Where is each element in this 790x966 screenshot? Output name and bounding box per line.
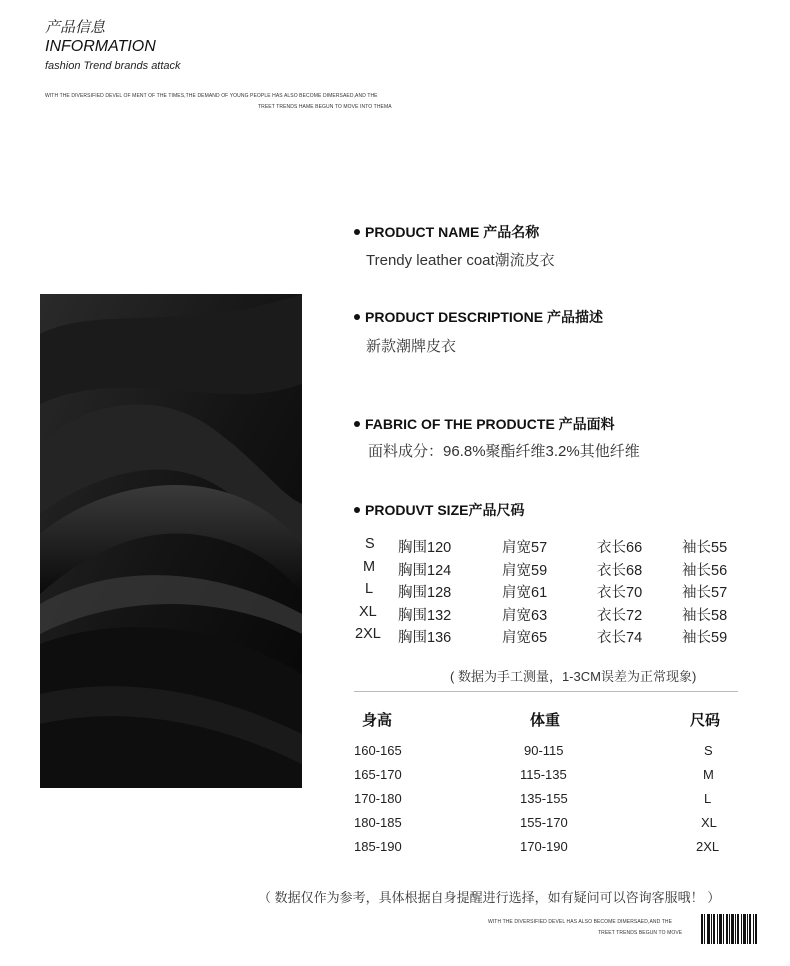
table-cell-size: 2XL	[696, 839, 720, 854]
header-title-en: INFORMATION	[45, 38, 156, 55]
sleeve-value: 袖长59	[682, 630, 728, 646]
shoulder-value: 肩宽63	[502, 607, 548, 624]
table-header-weight: 体重	[530, 712, 561, 729]
table-row	[354, 839, 738, 863]
section-title-description-label: PRODUCT DESCRIPTIONE 产品描述	[365, 309, 604, 325]
bullet-dot-icon	[354, 229, 360, 235]
size-row	[355, 604, 755, 627]
section-body-description: 新款潮牌皮衣	[366, 338, 457, 355]
section-body-fabric: 面料成分：96.8%聚酯纤维3.2%其他纤维	[368, 443, 640, 460]
header-title-cn: 产品信息	[45, 19, 106, 36]
section-title-fabric-label: FABRIC OF THE PRODUCTE 产品面料	[365, 416, 615, 432]
section-title-fabric	[354, 414, 615, 434]
measure-note: ( 数据为手工测量，1-3CM误差为正常现象)	[450, 669, 697, 684]
fabric-photo	[40, 294, 302, 788]
size-label: M	[363, 558, 376, 575]
sleeve-value: 袖长55	[682, 540, 728, 556]
length-value: 衣长74	[597, 630, 643, 646]
size-row	[355, 559, 755, 582]
table-cell-weight: 115-135	[520, 767, 567, 782]
table-row	[354, 767, 738, 791]
size-label: L	[365, 581, 374, 597]
size-row	[355, 626, 755, 649]
bullet-dot-icon	[354, 314, 360, 320]
chest-value: 胸围124	[398, 562, 452, 579]
table-cell-height: 185-190	[354, 839, 402, 854]
table-cell-size: S	[704, 743, 713, 758]
size-label: XL	[359, 603, 377, 620]
size-grid	[355, 536, 755, 649]
footer-tagline-line1: WITH THE DIVERSIFIED DEVEL HAS ALSO BECOME DIMERSAED,AND THE	[488, 919, 672, 925]
table-cell-size: M	[703, 767, 714, 782]
table-cell-height: 160-165	[354, 743, 402, 758]
size-row	[355, 581, 755, 604]
table-cell-height: 170-180	[354, 791, 402, 806]
bullet-dot-icon	[354, 507, 360, 513]
barcode-icon	[701, 914, 757, 944]
table-cell-size: XL	[701, 815, 717, 830]
shoulder-value: 肩宽61	[502, 585, 548, 601]
shoulder-value: 肩宽65	[502, 630, 548, 646]
table-cell-weight: 135-155	[520, 791, 568, 806]
shoulder-value: 肩宽59	[502, 562, 548, 579]
length-value: 衣长72	[597, 607, 643, 624]
table-cell-height: 180-185	[354, 815, 402, 830]
size-label: S	[365, 536, 375, 552]
sleeve-value: 袖长57	[682, 585, 728, 601]
size-row	[355, 536, 755, 559]
table-row	[354, 791, 738, 815]
length-value: 衣长68	[597, 562, 643, 579]
header-tagline-line2: TREET TRENDS HAME BEGUN TO MOVE INTO THEMA	[258, 104, 392, 110]
chest-value: 胸围128	[398, 585, 452, 601]
chest-value: 胸围136	[398, 630, 452, 646]
bullet-dot-icon	[354, 421, 360, 427]
section-body-name: Trendy leather coat潮流皮衣	[366, 252, 555, 269]
table-cell-weight: 170-190	[520, 839, 568, 854]
fabric-photo-art	[40, 294, 302, 788]
section-title-size-label: PRODUVT SIZE产品尺码	[365, 502, 525, 518]
footer-note: （ 数据仅作为参考，具体根据自身提醒进行选择，如有疑问可以咨询客服哦！ ）	[258, 890, 721, 905]
chest-value: 胸围132	[398, 607, 452, 624]
shoulder-value: 肩宽57	[502, 540, 548, 556]
size-label: 2XL	[355, 626, 381, 642]
recommend-table-body	[354, 743, 738, 863]
table-cell-size: L	[704, 791, 712, 806]
header-subtitle: fashion Trend brands attack	[45, 60, 181, 72]
section-title-size	[354, 500, 524, 520]
header-tagline-line1: WITH THE DIVERSIFIED DEVEL OF MENT OF THE TIMES,THE DEMAND OF YOUNG PEOPLE HAS ALSO BECOME DIMERSAED,AND THE	[45, 93, 378, 99]
table-row	[354, 815, 738, 839]
table-cell-height: 165-170	[354, 767, 402, 782]
table-header-height: 身高	[362, 712, 393, 729]
table-cell-weight: 155-170	[520, 815, 568, 830]
table-row	[354, 743, 738, 767]
chest-value: 胸围120	[398, 540, 452, 556]
section-title-name-label: PRODUCT NAME 产品名称	[365, 224, 540, 240]
section-title-description	[354, 307, 603, 327]
length-value: 衣长66	[597, 540, 643, 556]
footer-tagline-line2: TREET TRENDS BEGUN TO MOVE	[598, 930, 683, 936]
sleeve-value: 袖长56	[682, 562, 728, 579]
length-value: 衣长70	[597, 585, 643, 601]
table-header-size: 尺码	[690, 712, 721, 729]
divider	[354, 691, 738, 692]
sleeve-value: 袖长58	[682, 607, 728, 624]
table-cell-weight: 90-115	[524, 743, 564, 758]
section-title-name	[354, 222, 539, 242]
